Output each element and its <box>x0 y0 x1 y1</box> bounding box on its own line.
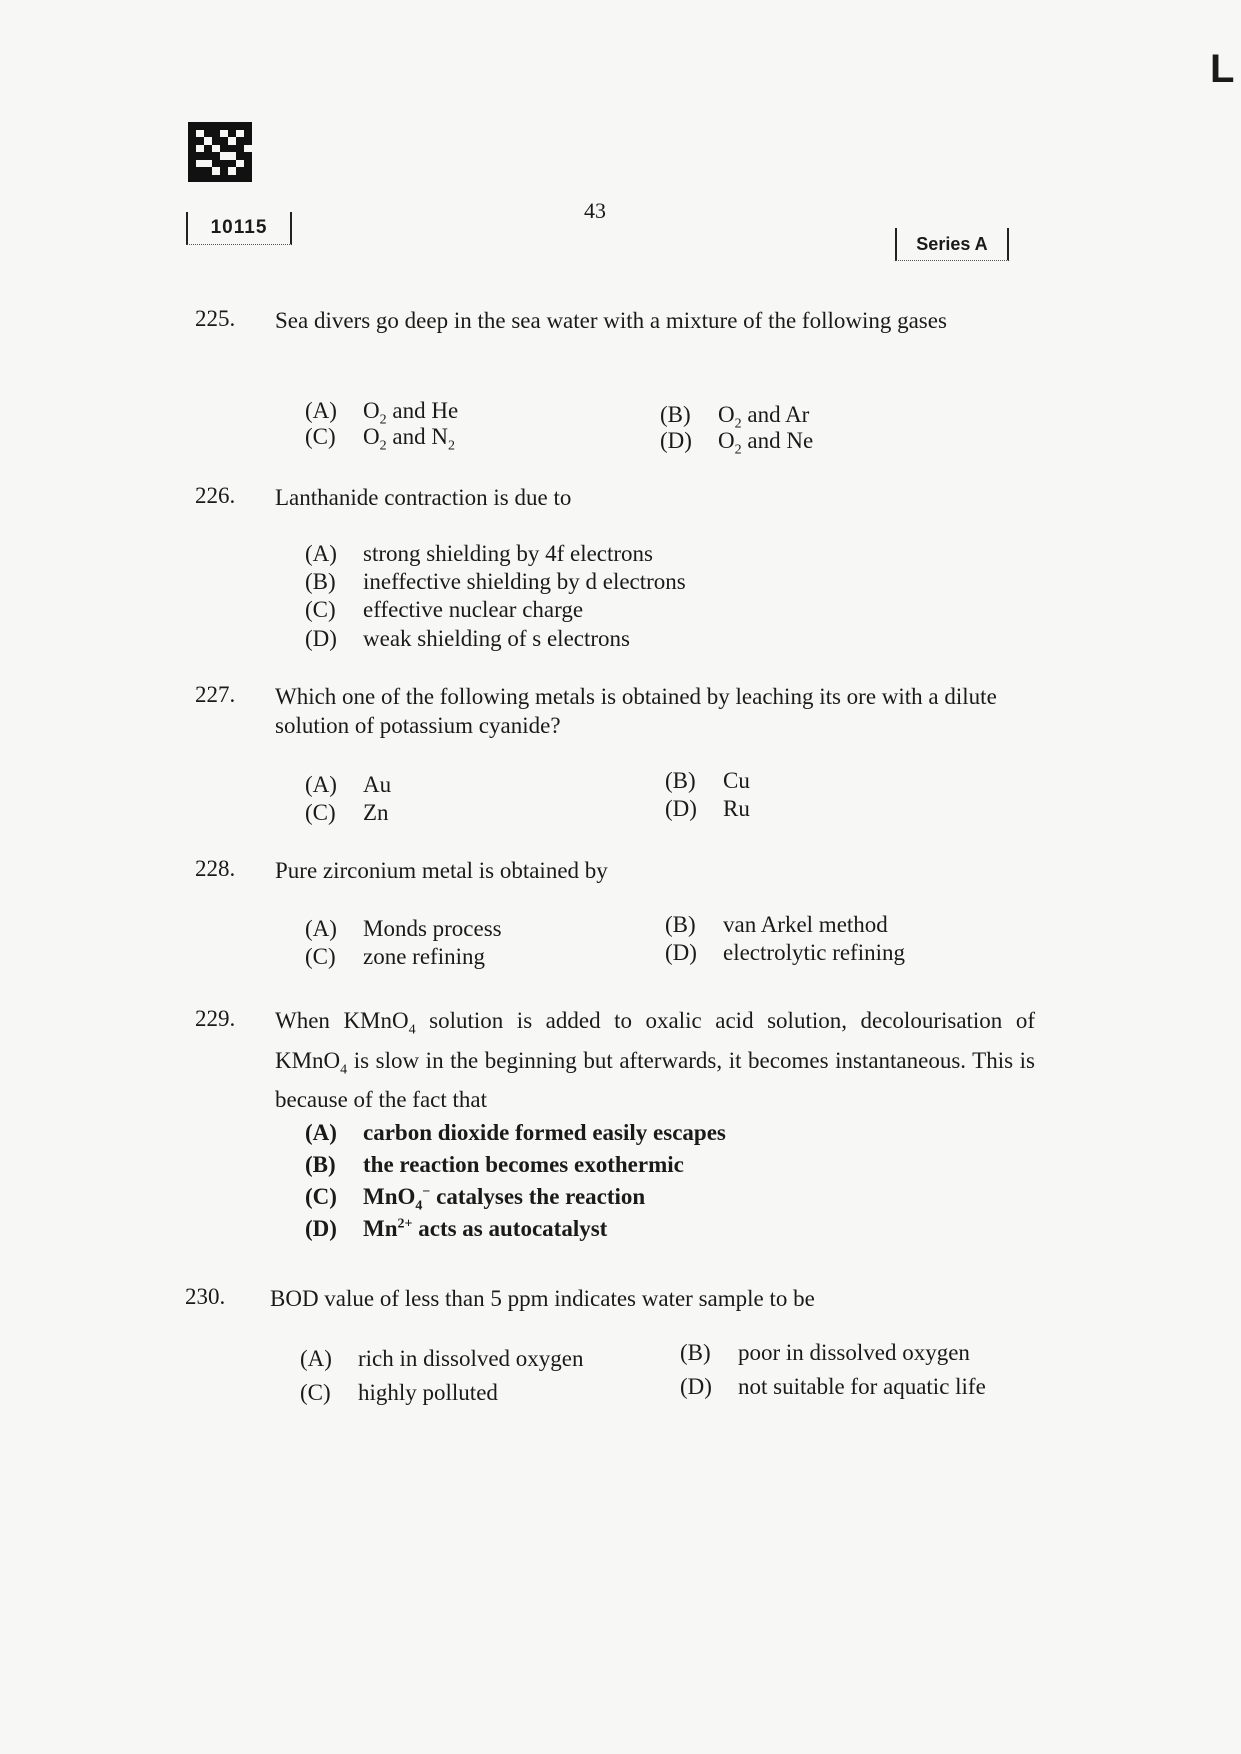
option-b[interactable]: (B) poor in dissolved oxygen <box>680 1340 970 1365</box>
option-d[interactable]: (D) electrolytic refining <box>665 940 906 965</box>
booklet-code-text: 10115 <box>210 217 268 238</box>
question-text: Pure zirconium metal is obtained by <box>275 858 608 883</box>
series-badge <box>895 228 1009 261</box>
option-c[interactable]: (C) effective nuclear charge <box>305 597 584 622</box>
series-text: Series A <box>916 233 988 254</box>
option-b[interactable]: (B) ineffective shielding by d electrons <box>305 569 686 594</box>
question-number: 229. <box>195 1006 236 1031</box>
corner-mark: L <box>1210 47 1235 91</box>
option-c[interactable]: (C) zone refining <box>305 944 485 969</box>
qr-code <box>188 122 252 182</box>
option-c[interactable]: (C) highly polluted <box>300 1380 498 1405</box>
option-a[interactable]: (A) carbon dioxide formed easily escapes <box>305 1120 726 1145</box>
option-d[interactable]: (D) weak shielding of s electrons <box>305 626 630 651</box>
option-d[interactable]: (D) $Mn^{2+}$ acts as autocatalyst <box>305 1216 608 1241</box>
option-b[interactable]: (B) the reaction becomes exothermic <box>305 1152 684 1177</box>
question-number: 230. <box>185 1284 226 1309</box>
question-number: 226. <box>195 483 236 508</box>
option-d[interactable]: (D) Ru <box>665 796 750 821</box>
option-b[interactable]: (B) $O_2$ and Ar <box>660 402 810 432</box>
option-d[interactable]: (D) $O_2$ and Ne <box>660 428 814 458</box>
question-number: 228. <box>195 856 236 881</box>
option-a[interactable]: (A) rich in dissolved oxygen <box>300 1346 584 1371</box>
question-number: 225. <box>195 306 236 331</box>
question-text: Sea divers go deep in the sea water with a mixture of the following gases <box>275 308 947 333</box>
question-text: Which one of the following metals is obtained by leaching its ore with a dilute solution of potassium cyanide? <box>275 684 997 738</box>
question-number: 227. <box>195 682 236 707</box>
option-a[interactable]: (A) $O_2$ and He <box>305 398 459 428</box>
question-text: Lanthanide contraction is due to <box>275 485 572 510</box>
option-a[interactable]: (A) Au <box>305 772 392 797</box>
option-b[interactable]: (B) Cu <box>665 768 750 793</box>
option-c[interactable]: (C) MnO$_4$− catalyses the reaction <box>305 1184 646 1214</box>
option-c[interactable]: (C) Zn <box>305 800 389 825</box>
question-text: When KMnO$_4$ solution is added to oxalic acid solution, decolourisation of KMnO$_4$ is slow in the beginning but afterwards, it becomes instantaneous. This is because of the fact that <box>275 1008 1035 1113</box>
option-c[interactable]: (C) $O_2$ and $N_2$ <box>305 424 455 454</box>
option-a[interactable]: (A) Monds process <box>305 916 502 941</box>
question-text: BOD value of less than 5 ppm indicates water sample to be <box>270 1286 815 1311</box>
page-number: 43 <box>584 198 606 223</box>
option-a[interactable]: (A) strong shielding by 4f electrons <box>305 541 654 566</box>
option-b[interactable]: (B) van Arkel method <box>665 912 888 937</box>
booklet-code <box>186 212 292 245</box>
option-d[interactable]: (D) not suitable for aquatic life <box>680 1374 986 1399</box>
